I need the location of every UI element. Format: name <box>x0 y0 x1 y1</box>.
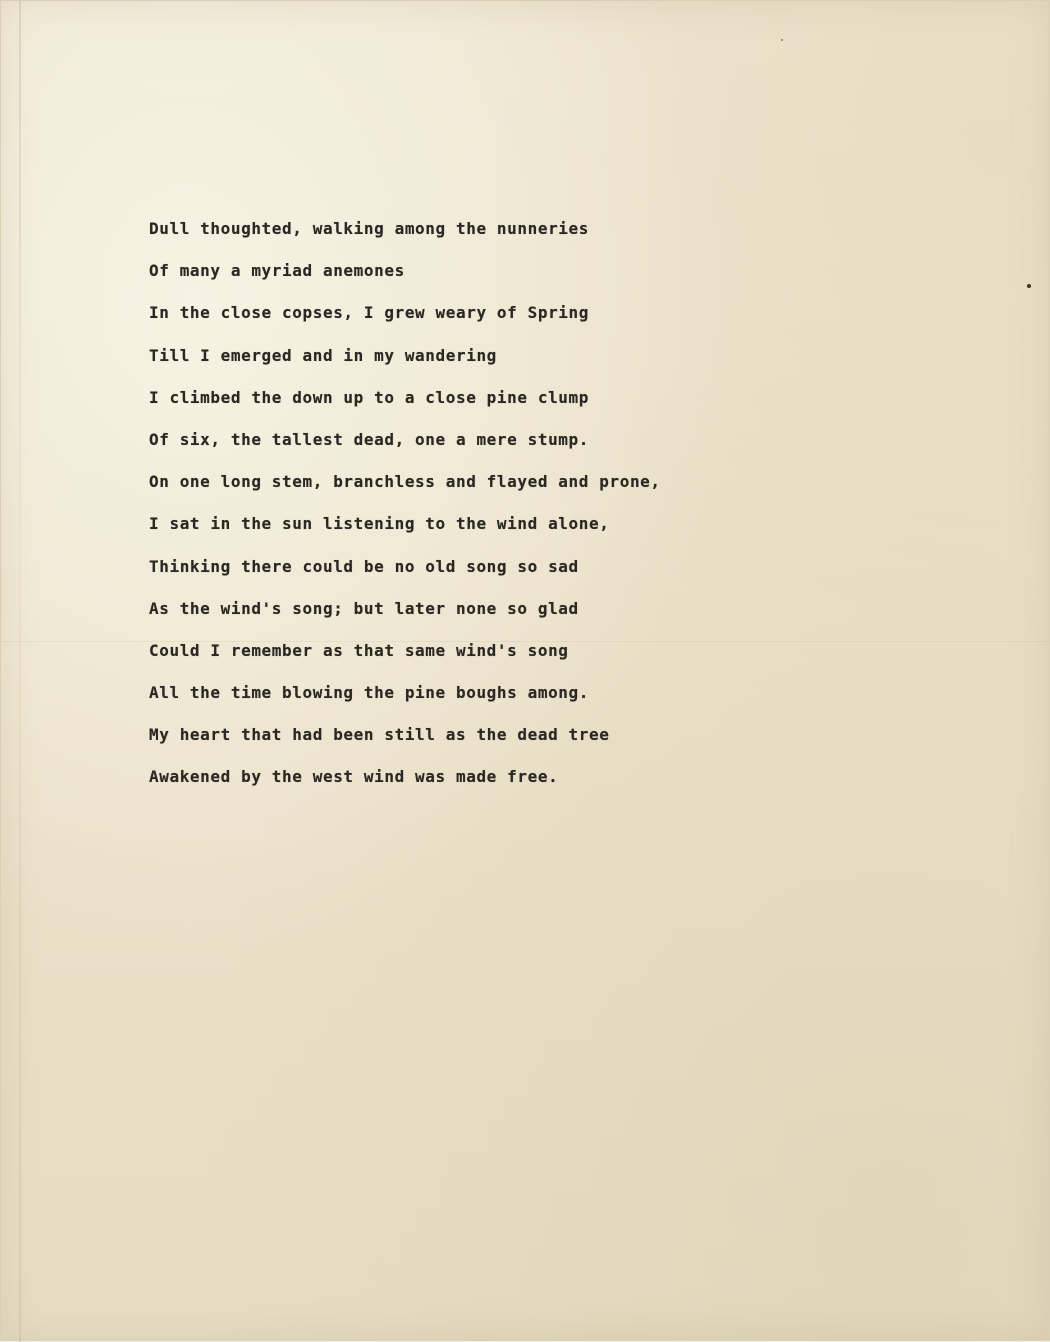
poem-line: I sat in the sun listening to the wind alone, <box>149 514 610 534</box>
paper-crease <box>19 1 21 1342</box>
poem-line: Of six, the tallest dead, one a mere stump. <box>149 429 590 449</box>
poem-line: Could I remember as that same wind's song <box>149 640 569 660</box>
poem-line: Awakened by the west wind was made free. <box>149 767 559 787</box>
poem-line: Till I emerged and in my wandering <box>149 345 497 365</box>
poem-line: As the wind's song; but later none so glad <box>149 598 579 618</box>
poem-line: My heart that had been still as the dead tree <box>149 725 610 745</box>
poem-line: I climbed the down up to a close pine clump <box>149 387 590 407</box>
poem-line: All the time blowing the pine boughs among. <box>149 683 590 703</box>
poem-line: Of many a myriad anemones <box>149 261 405 281</box>
paper-speck <box>781 39 783 41</box>
ink-speck <box>1027 284 1031 288</box>
poem-line: Dull thoughted, walking among the nunneries <box>149 219 590 238</box>
poem-text <box>149 208 909 799</box>
poem-line: On one long stem, branchless and flayed and prone, <box>149 472 661 492</box>
poem-line: Thinking there could be no old song so sad <box>149 556 579 576</box>
poem-line: In the close copses, I grew weary of Spring <box>149 303 590 323</box>
